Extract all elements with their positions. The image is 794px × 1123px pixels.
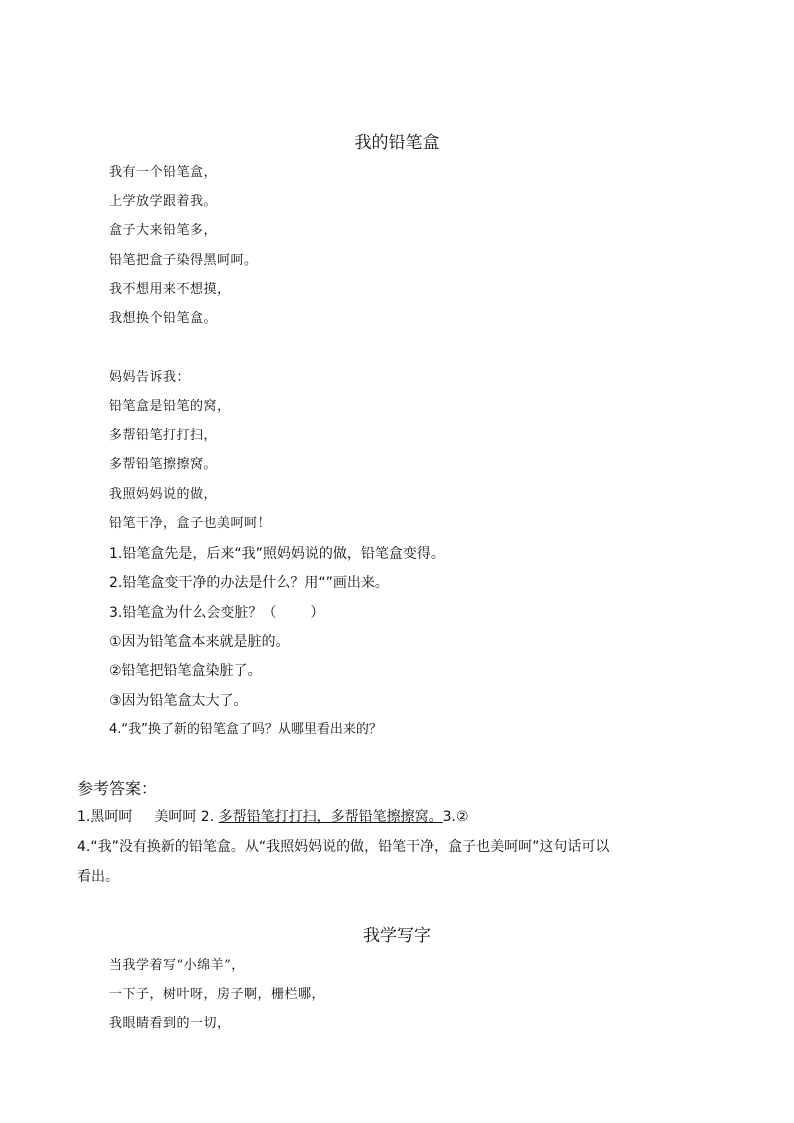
answer-3: 3.②	[442, 809, 469, 825]
section-title: 我学写字	[363, 926, 431, 946]
poem-line: 铅笔盒是铅笔的窝，	[109, 399, 231, 414]
question-2: 2.铅笔盒变干净的办法是什么？用“”画出来。	[109, 575, 389, 591]
poem-line: 多帮铅笔打打扫，	[109, 428, 218, 443]
poem-line: 上学放学跟着我。	[109, 194, 218, 209]
question-3	[109, 603, 324, 623]
poem-line: 铅笔干净，盒子也美呵呵！	[109, 516, 272, 531]
answer-line-3: 看出。	[77, 869, 119, 885]
poem-line: 多帮铅笔擦擦窝。	[109, 457, 218, 472]
option-3: ③因为铅笔盒太大了。	[109, 693, 248, 709]
poem-line: 当我学着写“小绵羊”，	[109, 958, 245, 973]
poem-line: 盒子大来铅笔多，	[109, 223, 218, 238]
page-title: 我的铅笔盒	[354, 133, 440, 153]
question-3-paren-close: ）	[310, 605, 325, 621]
poem-line: 我不想用来不想摸，	[109, 282, 231, 297]
poem-line: 我眼睛看到的一切，	[109, 1016, 231, 1031]
option-2: ②铅笔把铅笔盒染脏了。	[109, 663, 262, 679]
poem-line: 一下子，树叶呀，房子啊，栅栏哪，	[109, 987, 326, 1002]
answers-heading: 参考答案：	[77, 779, 158, 798]
question-4: 4.“我”换了新的铅笔盒了吗？从哪里看出来的？	[109, 722, 382, 737]
answer-line-2: 4.“我”没有换新的铅笔盒。从“我照妈妈说的做，铅笔干净，盒子也美呵呵”这句话可以	[77, 839, 610, 855]
answer-line-1	[77, 807, 469, 827]
question-3-text: 3.铅笔盒为什么会变脏？（	[109, 605, 277, 621]
poem-line: 我有一个铅笔盒，	[109, 165, 218, 180]
option-1: ①因为铅笔盒本来就是脏的。	[109, 634, 290, 650]
poem-line: 铅笔把盒子染得黑呵呵。	[109, 253, 258, 268]
poem-line: 妈妈告诉我：	[109, 370, 191, 385]
poem-line: 我想换个铅笔盒。	[109, 311, 218, 326]
answer-1b: 美呵呵 2.	[154, 809, 215, 825]
answer-1a: 1.黑呵呵	[77, 809, 133, 825]
question-1: 1.铅笔盒先是，后来“我”照妈妈说的做，铅笔盒变得。	[109, 546, 445, 562]
poem-line: 我照妈妈说的做，	[109, 487, 218, 502]
answer-2-underlined: 多帮铅笔打打扫，多帮铅笔擦擦窝。	[218, 809, 443, 825]
